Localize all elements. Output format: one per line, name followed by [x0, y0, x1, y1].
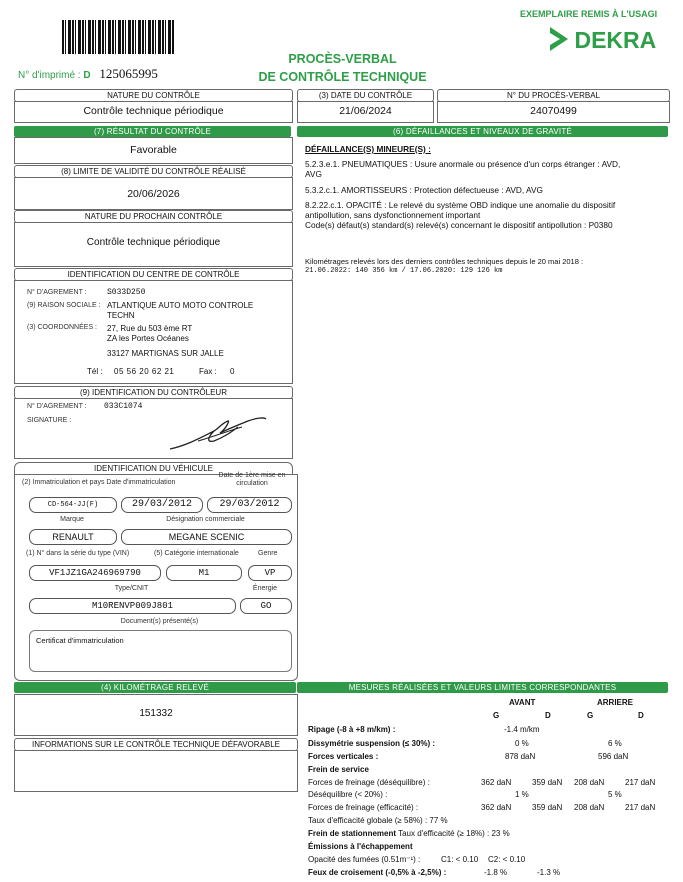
date-circulation-field: 29/03/2012: [207, 497, 292, 513]
fd-label: Forces de freinage (déséquilibre) :: [308, 778, 430, 787]
feux-label: Feux de croisement (-0,5% à -2,5%) :: [308, 868, 447, 877]
limite-box: [14, 177, 293, 210]
prochain-header: NATURE DU PROCHAIN CONTRÔLE: [14, 210, 293, 223]
emissions-label: Émissions à l'échappement: [308, 842, 413, 851]
numero-pv-header: N° DU PROCÈS-VERBAL: [437, 89, 670, 102]
fe-avant-d: 359 daN: [532, 803, 563, 812]
forces-verticales-label: Forces verticales :: [308, 752, 379, 761]
frein-stationnement-label: Frein de stationnement: [308, 829, 397, 838]
fe-arriere-g: 208 daN: [574, 803, 605, 812]
centre-coord-3: 33127 MARTIGNAS SUR JALLE: [107, 349, 224, 358]
nature-controle-header: NATURE DU CONTRÔLE: [14, 89, 293, 102]
designation-field: MEGANE SCENIC: [121, 529, 292, 545]
barcode: [62, 20, 174, 54]
feux-d: -1.3 %: [537, 868, 561, 877]
km-header: (4) KILOMÉTRAGE RELEVÉ: [14, 682, 296, 693]
nature-controle-value: Contrôle technique périodique: [83, 105, 224, 117]
feux-g: -1.8 %: [484, 868, 508, 877]
limite-header: (8) LIMITE DE VALIDITÉ DU CONTRÔLE RÉALISÉ: [14, 165, 293, 178]
centre-coord-label: (3) COORDONNÉES :: [27, 324, 98, 331]
dekra-chevron-icon: [548, 26, 570, 52]
limite-value: 20/06/2026: [127, 188, 180, 200]
exemplaire-label: EXEMPLAIRE REMIS À L'USAGI: [520, 9, 658, 19]
infos-defavorable-box: [14, 750, 298, 792]
controleur-signature-label: SIGNATURE :: [27, 417, 72, 424]
mesures-header: MESURES RÉALISÉES ET VALEURS LIMITES CORRESPONDANTES: [297, 682, 668, 693]
desequilibre-arriere: 5 %: [608, 790, 622, 799]
defaillance-item-3-line-1: 8.2.22.c.1. OPACITÉ : Le relevé du système OBD indique une anomalie du dispositif: [305, 200, 616, 210]
centre-tel-value: 05 56 20 62 21: [114, 367, 175, 376]
defaillance-item-3-line-3: Code(s) défaut(s) standard(s) relevé(s) concernant le dispositif antipollution : P0380: [305, 220, 613, 230]
desequilibre-label: Déséquilibre (< 20%) :: [308, 790, 388, 799]
ripage-value: -1.4 m/km: [504, 725, 540, 734]
numero-imprime-letter: D: [83, 70, 91, 81]
frein-stationnement-value: Taux d'efficacité (≥ 18%) : 23 %: [398, 829, 510, 838]
defaillance-item-1-line-2: AVG: [305, 169, 322, 179]
dissymetrie-arriere: 6 %: [608, 739, 622, 748]
fd-arriere-g: 208 daN: [574, 778, 605, 787]
type-field: M10RENVP009J801: [29, 598, 236, 614]
fe-avant-g: 362 daN: [481, 803, 512, 812]
fd-avant-g: 362 daN: [481, 778, 512, 787]
frein-stationnement: [308, 829, 510, 838]
avant-header: AVANT: [509, 698, 536, 707]
categorie-caption: (5) Catégorie internationale: [154, 550, 239, 557]
resultat-header: (7) RÉSULTAT DU CONTRÔLE: [14, 126, 291, 137]
centre-header: IDENTIFICATION DU CENTRE DE CONTRÔLE: [14, 268, 293, 281]
genre-field: VP: [248, 565, 292, 581]
avant-d: D: [545, 711, 551, 720]
title-line-1: PROCÈS-VERBAL: [288, 52, 397, 66]
prochain-box: [14, 222, 293, 267]
signature-image: [168, 415, 268, 453]
fe-arriere-d: 217 daN: [625, 803, 656, 812]
controleur-agrement-label: N° D'AGREMENT :: [27, 403, 87, 410]
numero-imprime: [18, 66, 158, 82]
feux-croisement: [308, 868, 446, 877]
arriere-d: D: [638, 711, 644, 720]
vehicule-header: IDENTIFICATION DU VÉHICULE: [14, 462, 293, 475]
forces-verticales-avant: 878 daN: [505, 752, 536, 761]
immat-caption: (2) Immatriculation et pays Date d'immatriculation: [22, 479, 176, 486]
desequilibre-avant: 1 %: [515, 790, 529, 799]
arriere-g: G: [587, 711, 594, 720]
date-controle-box: [297, 101, 434, 123]
dekra-wordmark: DEKRA: [574, 27, 657, 53]
title-line-2: DE CONTRÔLE TECHNIQUE: [258, 70, 427, 84]
km-value: 151332: [139, 708, 173, 719]
dekra-logo: [548, 26, 656, 54]
centre-tel-label: Tél :: [87, 367, 103, 376]
centre-fax-label: Fax :: [199, 367, 217, 376]
fd-arriere-d: 217 daN: [625, 778, 656, 787]
designation-caption: Désignation commerciale: [166, 516, 245, 523]
fe-label: Forces de freinage (efficacité) :: [308, 803, 419, 812]
numero-pv-value: 24070499: [530, 105, 577, 117]
defaillance-item-2-line-1: 5.3.2.c.1. AMORTISSEURS : Protection défectueuse : AVD, AVG: [305, 185, 543, 195]
defaillances-heading: DÉFAILLANCE(S) MINEURE(S) :: [305, 144, 431, 154]
km-box: [14, 694, 298, 736]
defaillance-item-1-line-1: 5.2.3.e.1. PNEUMATIQUES : Usure anormale ou présence d'un corps étranger : AVD,: [305, 159, 621, 169]
immat-field: CD-564-JJ(F): [29, 497, 117, 513]
centre-fax-value: 0: [230, 367, 235, 376]
marque-field: RENAULT: [29, 529, 117, 545]
opacite-c2: C2: < 0.10: [488, 855, 526, 864]
avant-g: G: [493, 711, 500, 720]
resultat-value: Favorable: [130, 144, 177, 156]
centre-raison-value-2: TECHN: [107, 311, 135, 320]
vin-field: VF1JZ1GA246969790: [29, 565, 161, 581]
centre-agrement-value: S033D250: [107, 288, 146, 297]
energie-field: GO: [240, 598, 292, 614]
centre-agrement-label: N° D'AGREMENT :: [27, 289, 87, 296]
numero-imprime-label: N° d'imprimé :: [18, 70, 81, 81]
controleur-agrement-value: 033C1074: [104, 402, 143, 411]
opacite-c1: C1: < 0.10: [441, 855, 479, 864]
numero-pv-box: [437, 101, 670, 123]
dissymetrie-avant: 0 %: [515, 739, 529, 748]
energie-caption: Énergie: [252, 585, 278, 592]
date-controle-header: (3) DATE DU CONTRÔLE: [297, 89, 434, 102]
nature-controle-box: [14, 101, 293, 123]
genre-caption: Genre: [258, 550, 278, 557]
vin-caption: (1) N° dans la série du type (VIN): [26, 550, 130, 557]
frein-service-label: Frein de service: [308, 765, 369, 774]
defaillances-header: (6) DÉFAILLANCES ET NIVEAUX DE GRAVITÉ: [297, 126, 668, 137]
km-history-note: Kilométrages relevés lors des derniers contrôles techniques depuis le 20 mai 2018 :: [305, 257, 584, 266]
docs-value: Certificat d'immatriculation: [36, 636, 124, 645]
date-controle-value: 21/06/2024: [339, 105, 392, 117]
defaillance-item-3-line-2: antipollution, sans dysfonctionnement important: [305, 210, 481, 220]
centre-coord-2: ZA les Portes Océanes: [107, 334, 189, 343]
docs-caption: Document(s) présenté(s): [120, 618, 199, 625]
marque-caption: Marque: [60, 516, 84, 523]
categorie-field: M1: [166, 565, 242, 581]
km-history-values: 21.06.2022: 140 356 km / 17.06.2020: 129 126 km: [305, 267, 503, 275]
premiere-caption: Date de 1ère mise en circulation: [218, 472, 286, 487]
opacite-label: Opacité des fumées (0.51m⁻¹) :: [308, 855, 421, 864]
taux-efficacite: Taux d'efficacité globale (≥ 58%) : 77 %: [308, 816, 448, 825]
infos-defavorable-header: INFORMATIONS SUR LE CONTRÔLE TECHNIQUE DÉFAVORABLE: [14, 738, 298, 751]
prochain-value: Contrôle technique périodique: [86, 237, 221, 248]
fd-avant-d: 359 daN: [532, 778, 563, 787]
forces-verticales-arriere: 596 daN: [598, 752, 629, 761]
ripage-label: Ripage (-8 à +8 m/km) :: [308, 725, 396, 734]
arriere-header: ARRIERE: [597, 698, 634, 707]
controleur-header: (9) IDENTIFICATION DU CONTRÔLEUR: [14, 386, 293, 399]
centre-raison-value-1: ATLANTIQUE AUTO MOTO CONTROLE: [107, 301, 254, 310]
type-caption: Type/CNIT: [114, 585, 149, 592]
centre-coord-1: 27, Rue du 503 ème RT: [107, 324, 193, 333]
numero-imprime-value: 125065995: [99, 66, 158, 81]
resultat-box: [14, 137, 293, 164]
date-immat-field: 29/03/2012: [121, 497, 203, 513]
centre-raison-label: (9) RAISON SOCIALE :: [27, 302, 101, 309]
dissymetrie-label: Dissymétrie suspension (≤ 30%) :: [308, 739, 436, 748]
docs-field: [29, 630, 292, 672]
